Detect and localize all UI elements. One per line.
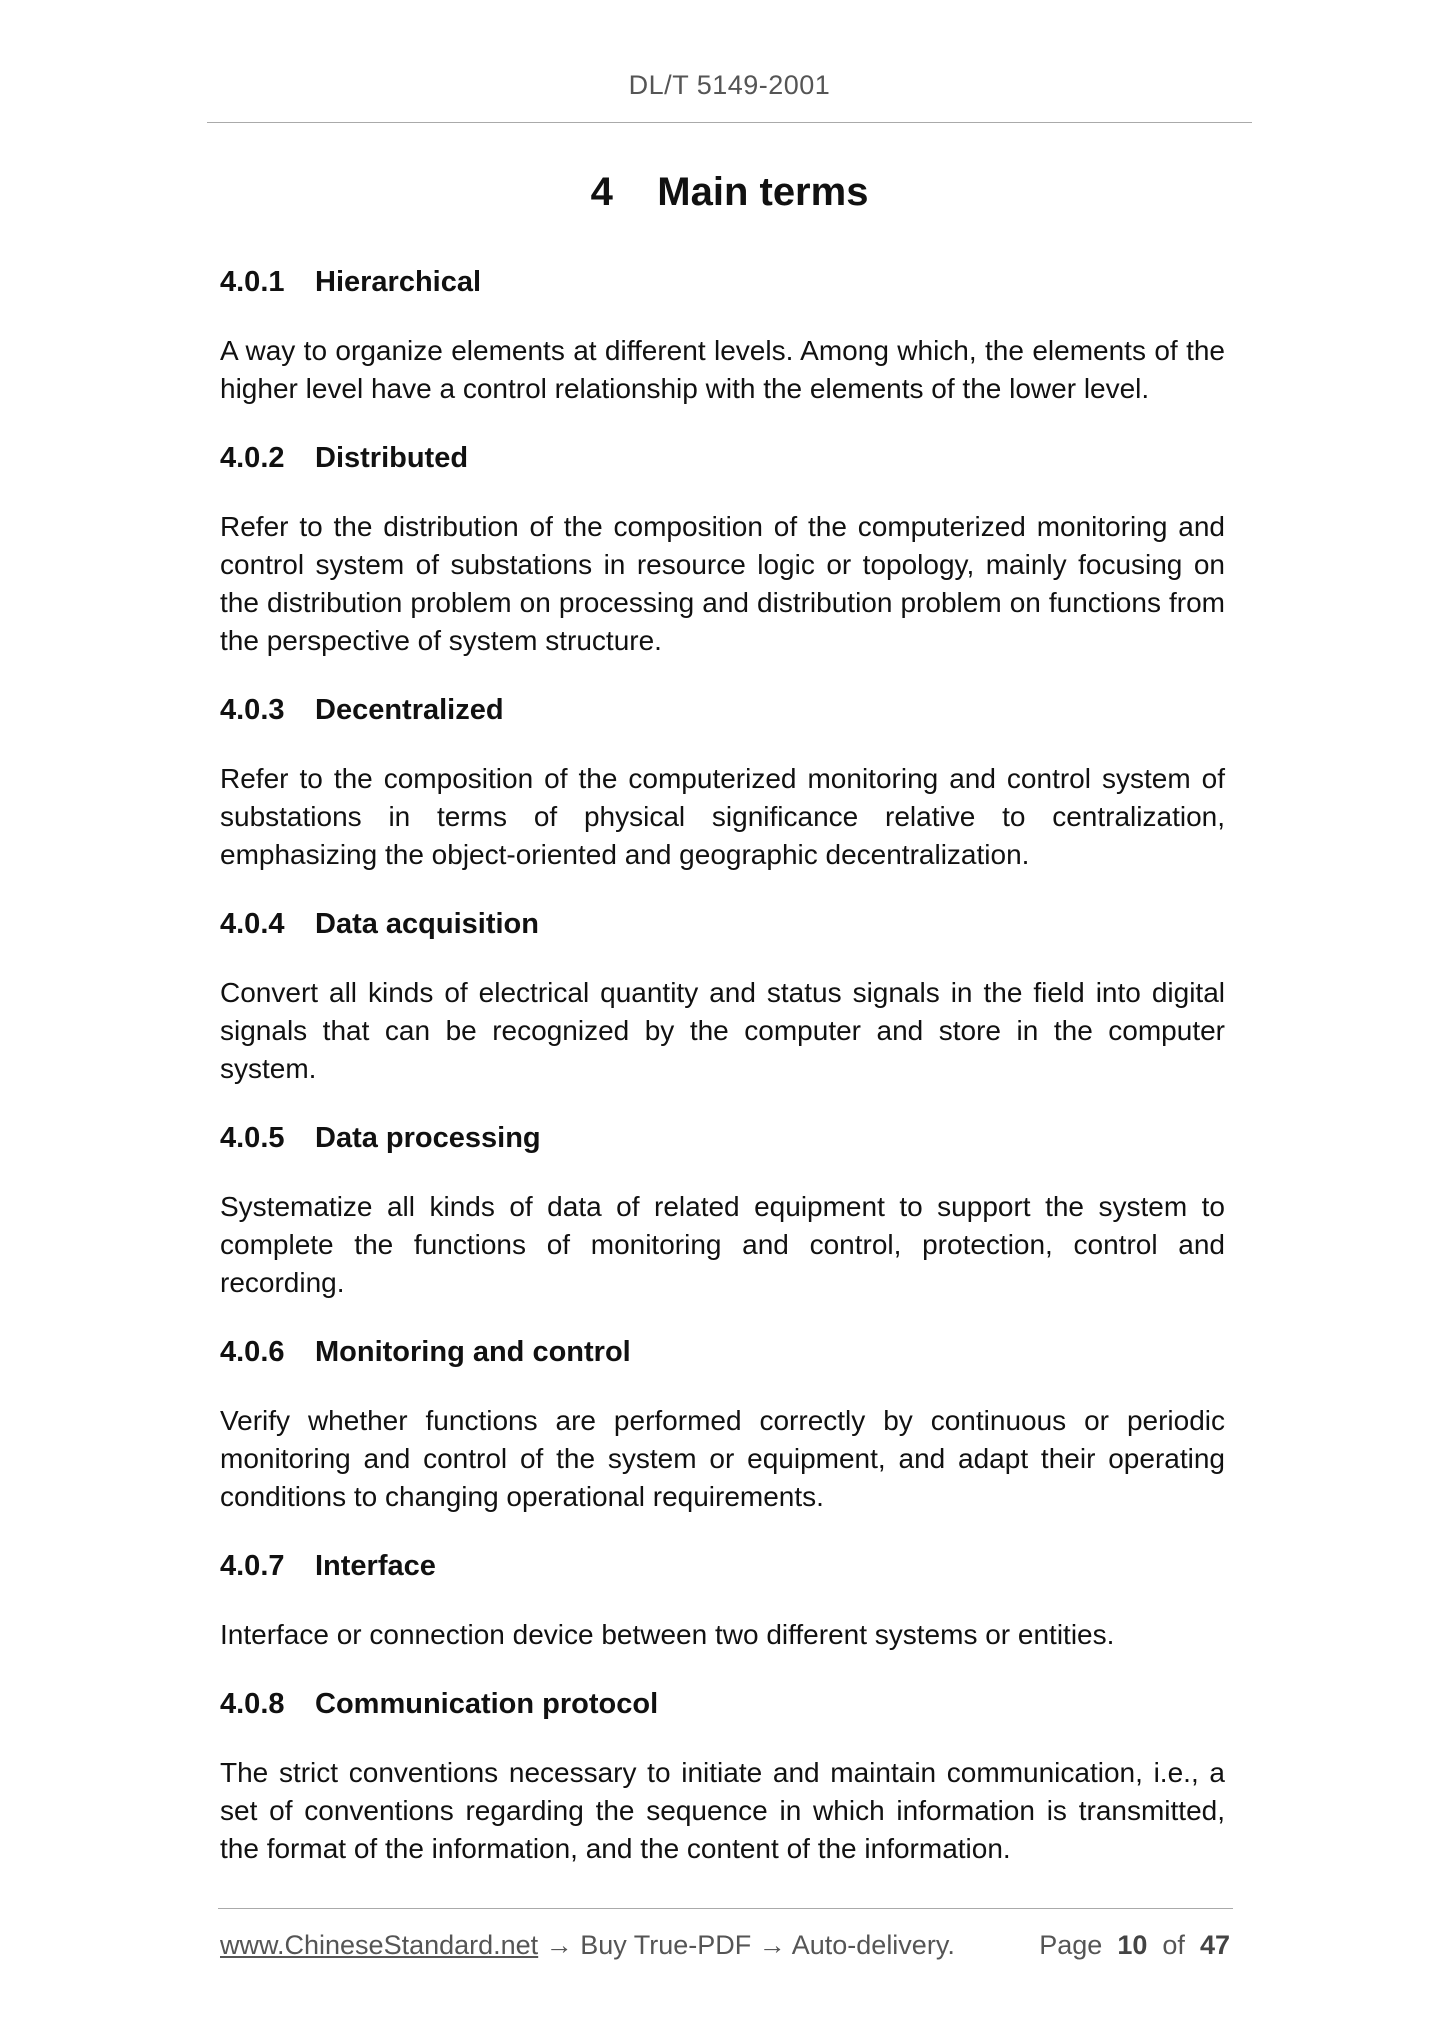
section-body: Convert all kinds of electrical quantity and status signals in the field into digital signals that can be recognized by the computer and store in the computer system. (220, 977, 1225, 1084)
section-body: Refer to the distribution of the composition of the computerized monitoring and control system of substations in resource logic or topology, mainly focusing on the distribution problem on processing and distribution problem on functions from the perspective of system structure. (220, 511, 1225, 656)
section-heading (220, 438, 1225, 478)
section-number: 4.0.7 (220, 1550, 285, 1582)
section-number: 4.0.1 (220, 266, 285, 298)
section-body: Systematize all kinds of data of related equipment to support the system to complete the functions of monitoring and control, protection, control and recording. (220, 1191, 1225, 1298)
section-heading (220, 690, 1225, 730)
section-body: Interface or connection device between two different systems or entities. (220, 1619, 1115, 1650)
footer-promo (220, 1930, 955, 1961)
section-number: 4.0.8 (220, 1688, 285, 1720)
section-title: Communication protocol (315, 1688, 659, 1720)
section-number: 4.0.4 (220, 908, 285, 940)
section-title: Interface (315, 1550, 436, 1582)
total-page-count: 47 (1199, 1930, 1230, 1960)
page-label: Page (1039, 1930, 1103, 1960)
section-heading (220, 904, 1225, 944)
header-divider (207, 122, 1252, 123)
chapter-title (207, 170, 1252, 215)
page-of-label: of (1162, 1930, 1185, 1960)
footer-divider (218, 1908, 1233, 1909)
section-title: Data acquisition (315, 908, 539, 940)
current-page-number: 10 (1117, 1930, 1148, 1960)
section-number: 4.0.6 (220, 1336, 285, 1368)
section-heading (220, 262, 1225, 302)
section-body: Verify whether functions are performed correctly by continuous or periodic monitoring and control of the system or equipment, and adapt their operating conditions to changing operational requirements. (220, 1405, 1225, 1512)
section-body: The strict conventions necessary to initiate and maintain communication, i.e., a set of conventions regarding the sequence in which information is transmitted, the format of the information, and the content of the information. (220, 1757, 1225, 1864)
section-heading (220, 1118, 1225, 1158)
section-number: 4.0.2 (220, 442, 285, 474)
section-number: 4.0.5 (220, 1122, 285, 1154)
page-indicator (1039, 1930, 1230, 1961)
section-heading (220, 1332, 1225, 1372)
chapter-name: Main terms (657, 170, 869, 214)
terms-content (220, 262, 1225, 1898)
footer-promo-text: → Buy True-PDF → Auto-delivery. (538, 1930, 955, 1960)
section-heading (220, 1546, 1225, 1586)
website-link[interactable]: www.ChineseStandard.net (220, 1930, 539, 1960)
section-title: Data processing (315, 1122, 541, 1154)
section-heading (220, 1684, 1225, 1724)
section-body: Refer to the composition of the computerized monitoring and control system of substations in terms of physical significance relative to centralization, emphasizing the object-oriented and geographic decentralization. (220, 763, 1225, 870)
section-number: 4.0.3 (220, 694, 285, 726)
section-title: Distributed (315, 442, 469, 474)
section-title: Decentralized (315, 694, 504, 726)
chapter-number: 4 (590, 170, 613, 214)
section-title: Hierarchical (315, 266, 482, 298)
document-code-header: DL/T 5149-2001 (628, 70, 831, 100)
section-title: Monitoring and control (315, 1336, 631, 1368)
section-body: A way to organize elements at different levels. Among which, the elements of the higher level have a control relationship with the elements of the lower level. (220, 335, 1225, 404)
page-footer (220, 1930, 1230, 1970)
